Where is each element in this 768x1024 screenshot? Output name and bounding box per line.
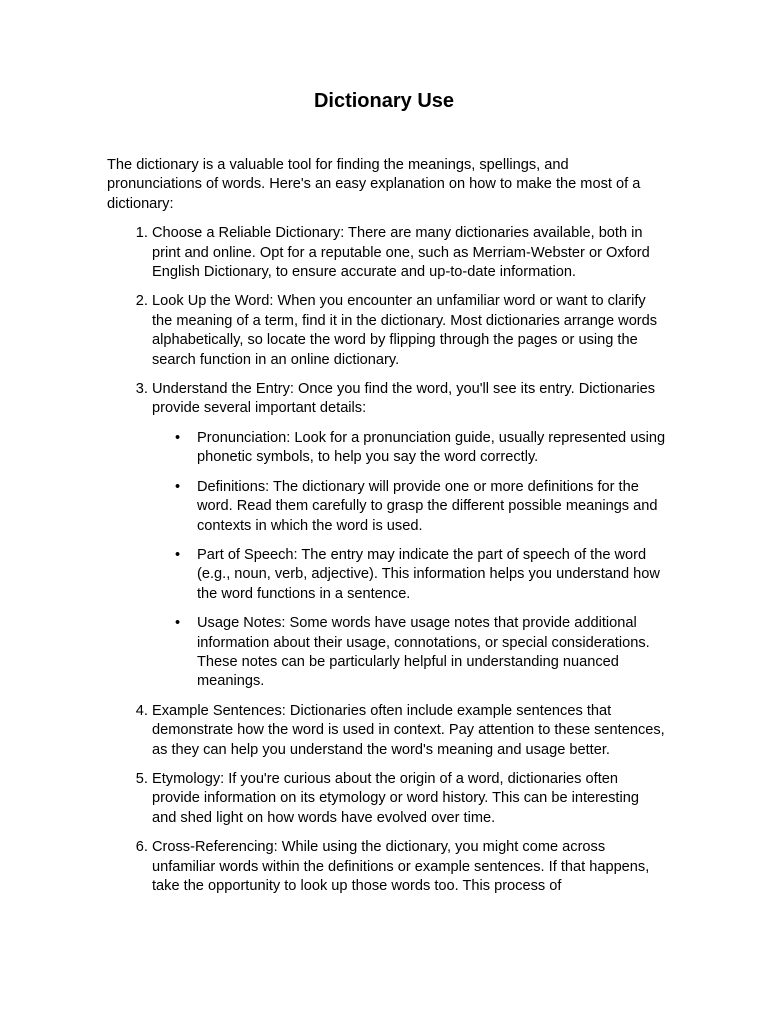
step-text: Look Up the Word: When you encounter an unfamiliar word or want to clarify the meaning of a term, find it in the dictionary. Most dictionaries arrange words alphabetically, so locate the word by flipping through the pages or using the search function in an online dictionary. xyxy=(152,293,658,368)
step-text: Cross-Referencing: While using the dictionary, you might come across unfamiliar words within the definitions or example sentences. If that happens, take the opportunity to look up those words too. This process of xyxy=(152,839,650,894)
step-text: Etymology: If you're curious about the origin of a word, dictionaries often provide information on its etymology or word history. This can be interesting and shed light on how words have evolved over time. xyxy=(152,770,639,826)
step-text: Choose a Reliable Dictionary: There are many dictionaries available, both in print and online. Opt for a reputable one, such as Merriam-Webster or Oxford English Dictionary, to ensure accurate and up-to-date information. xyxy=(152,225,650,281)
entry-details-list xyxy=(152,429,667,692)
list-item xyxy=(152,770,667,828)
list-item xyxy=(152,702,667,760)
list-item: • Part of Speech: The entry may indicate the part of speech of the word (e.g., noun, verb, adjective). This information helps you understand how the word functions in a sentence. xyxy=(197,546,667,604)
document-body xyxy=(107,156,667,906)
list-item xyxy=(152,380,667,692)
intro-paragraph: The dictionary is a valuable tool for finding the meanings, spellings, and pronunciations of words. Here's an easy explanation on how to make the most of a dictionary: xyxy=(107,157,641,212)
steps-list xyxy=(107,224,667,896)
list-item: • Usage Notes: Some words have usage notes that provide additional information about their usage, connotations, or special considerations. These notes can be particularly helpful in understanding nuanced meanings. xyxy=(197,614,667,692)
list-item: • Pronunciation: Look for a pronunciation guide, usually represented using phonetic symbols, to help you say the word correctly. xyxy=(197,429,667,468)
list-item: • Definitions: The dictionary will provide one or more definitions for the word. Read them carefully to grasp the different possible meanings and contexts in which the word is used. xyxy=(197,478,667,536)
step-text: Understand the Entry: Once you find the word, you'll see its entry. Dictionaries provide several important details: xyxy=(152,381,655,417)
list-item xyxy=(152,292,667,370)
step-text: Example Sentences: Dictionaries often include example sentences that demonstrate how the word is used in context. Pay attention to these sentences, as they can help you understand the word's meaning and usage better. xyxy=(152,702,665,758)
list-item xyxy=(152,838,667,896)
page-title: Dictionary Use xyxy=(313,90,455,112)
list-item xyxy=(152,224,667,282)
